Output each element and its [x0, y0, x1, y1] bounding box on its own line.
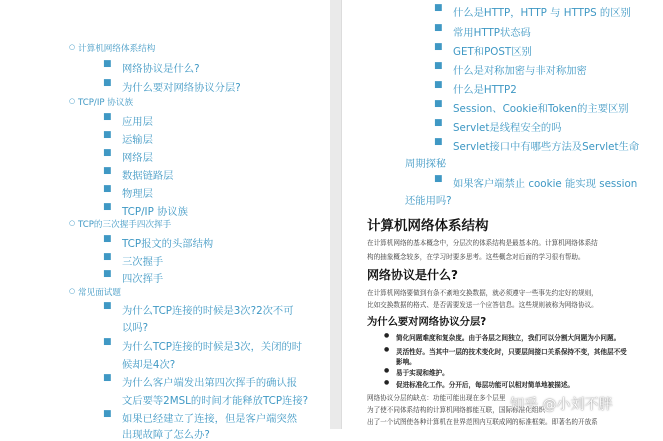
- square-bullet-icon: ■: [103, 409, 112, 419]
- toc-item[interactable]: ■ GET和POST区别: [434, 42, 532, 58]
- paragraph-line: 为了使不同体系结构的计算机网络都能互联，国际标准化组织: [367, 406, 546, 414]
- square-bullet-icon: ■: [103, 166, 112, 176]
- square-bullet-icon: ■: [103, 202, 112, 212]
- paragraph-line: 网络协议分层的缺点：功能可能出现在多个层里: [367, 394, 506, 402]
- toc-item[interactable]: ■ 为什么TCP连接的时候是3次?2次不可: [103, 301, 294, 317]
- watermark-text: 知乎 @小刘不胖: [510, 397, 613, 413]
- square-bullet-icon: ■: [103, 373, 112, 383]
- toc-item-continuation[interactable]: 还能用吗?: [405, 195, 452, 207]
- square-bullet-icon: ■: [103, 301, 112, 311]
- toc-item[interactable]: ■ 运输层: [103, 130, 153, 146]
- circle-bullet-icon: ○: [69, 43, 76, 51]
- circle-bullet-icon: ○: [69, 97, 76, 105]
- bullet-dot-icon: ●: [384, 379, 390, 386]
- toc-item[interactable]: ■ Servlet接口中有哪些方法及Servlet生命: [434, 137, 640, 153]
- square-bullet-icon: ■: [103, 130, 112, 140]
- toc-item[interactable]: ■ 四次挥手: [103, 269, 164, 285]
- circle-bullet-icon: ○: [69, 287, 76, 295]
- toc-item-continuation[interactable]: 以吗?: [122, 322, 149, 334]
- section-heading: 计算机网络体系结构: [367, 218, 489, 234]
- subsection-heading: 网络协议是什么?: [367, 268, 458, 282]
- toc-item[interactable]: ■ 什么是HTTP2: [434, 80, 517, 96]
- table-of-contents-left: [0, 0, 330, 441]
- toc-item[interactable]: ■ 为什么客户端发出第四次挥手的确认报: [103, 373, 298, 389]
- left-page: [0, 0, 331, 441]
- square-bullet-icon: ■: [434, 23, 443, 33]
- toc-item[interactable]: ■ 什么是HTTP，HTTP 与 HTTPS 的区别: [434, 3, 631, 19]
- square-bullet-icon: ■: [434, 174, 443, 184]
- toc-item[interactable]: ■ 三次握手: [103, 252, 164, 268]
- square-bullet-icon: ■: [103, 59, 112, 69]
- bullet-dot-icon: ●: [384, 332, 390, 339]
- bullet-dot-icon: ●: [384, 346, 390, 353]
- square-bullet-icon: ■: [434, 80, 443, 90]
- square-bullet-icon: ■: [103, 252, 112, 262]
- bullet-item: ● 简化问题难度和复杂度。由于各层之间独立，我们可以分割大问题为小问题。: [384, 332, 621, 342]
- toc-item-continuation[interactable]: 出现故障了怎么办?: [122, 429, 210, 441]
- square-bullet-icon: ■: [434, 3, 443, 13]
- bullet-item: ● 促进标准化工作。分开后，每层功能可以相对简单地被描述。: [384, 379, 575, 389]
- paragraph-line: 出了一个试图使各种计算机在世界范围内互联成网的标准框架。即著名的开放系: [367, 418, 598, 426]
- toc-section[interactable]: ○ TCP/IP 协议族: [69, 97, 134, 108]
- toc-item[interactable]: ■ 为什么TCP连接的时候是3次，关闭的时: [103, 337, 303, 353]
- toc-section[interactable]: ○ TCP的三次握手四次挥手: [69, 219, 172, 230]
- square-bullet-icon: ■: [103, 184, 112, 194]
- square-bullet-icon: ■: [434, 137, 443, 147]
- toc-item[interactable]: ■ 网络协议是什么?: [103, 59, 200, 75]
- paragraph-line: 在计算机网络的基本概念中，分层次的体系结构是最基本的。计算机网络体系结: [367, 239, 598, 247]
- square-bullet-icon: ■: [434, 61, 443, 71]
- square-bullet-icon: ■: [434, 118, 443, 128]
- toc-item[interactable]: ■ 网络层: [103, 148, 153, 164]
- toc-item[interactable]: ■ 如果已经建立了连接，但是客户端突然: [103, 409, 298, 425]
- square-bullet-icon: ■: [103, 148, 112, 158]
- circle-bullet-icon: ○: [69, 219, 76, 227]
- square-bullet-icon: ■: [434, 99, 443, 109]
- right-page: [341, 0, 663, 429]
- bullet-dot-icon: ●: [384, 367, 390, 374]
- paragraph-line: 构的抽象概念较多，在学习时要多思考。这些概念对后面的学习很有帮助。: [367, 253, 585, 261]
- toc-item-continuation[interactable]: 文后要等2MSL的时间才能释放TCP连接?: [122, 395, 309, 407]
- toc-section[interactable]: ○ 常见面试题: [69, 287, 121, 298]
- square-bullet-icon: ■: [103, 337, 112, 347]
- page-gutter: [330, 0, 341, 429]
- toc-section[interactable]: ○ 计算机网络体系结构: [69, 43, 156, 54]
- subsection-heading: 为什么要对网络协议分层?: [367, 316, 487, 328]
- toc-item[interactable]: ■ Servlet是线程安全的吗: [434, 118, 562, 134]
- bullet-item: ● 灵活性好。当其中一层的技术变化时，只要层间接口关系保持不变，其他层不受: [384, 346, 627, 356]
- toc-item-continuation[interactable]: 周期探秘: [405, 158, 447, 170]
- square-bullet-icon: ■: [103, 112, 112, 122]
- toc-item[interactable]: ■ Session、Cookie和Token的主要区别: [434, 99, 629, 115]
- square-bullet-icon: ■: [103, 269, 112, 279]
- toc-item[interactable]: ■ 为什么要对网络协议分层?: [103, 78, 241, 94]
- square-bullet-icon: ■: [103, 78, 112, 88]
- toc-item-continuation[interactable]: 候却是4次?: [122, 359, 176, 371]
- watermark: [510, 394, 612, 414]
- paragraph-line: 比如交换数据的格式、是否需要发送一个应答信息。这些规则被称为网络协议。: [367, 301, 598, 309]
- toc-item[interactable]: ■ 如果客户端禁止 cookie 能实现 session: [434, 174, 638, 190]
- toc-item[interactable]: ■ 数据链路层: [103, 166, 174, 182]
- paragraph-line: 在计算机网络要做到有条不紊地交换数据，就必须遵守一些事先约定好的规则，: [367, 289, 598, 297]
- toc-item[interactable]: ■ 什么是对称加密与非对称加密: [434, 61, 587, 77]
- square-bullet-icon: ■: [434, 42, 443, 52]
- toc-item[interactable]: ■ TCP/IP 协议族: [103, 202, 188, 218]
- toc-item[interactable]: ■ 物理层: [103, 184, 153, 200]
- toc-item[interactable]: ■ 常用HTTP状态码: [434, 23, 531, 39]
- toc-item[interactable]: ■ TCP报文的头部结构: [103, 234, 214, 250]
- toc-item[interactable]: ■ 应用层: [103, 112, 153, 128]
- bullet-item-continuation: 影响。: [396, 358, 416, 366]
- bullet-item: ● 易于实现和维护。: [384, 367, 449, 377]
- square-bullet-icon: ■: [103, 234, 112, 244]
